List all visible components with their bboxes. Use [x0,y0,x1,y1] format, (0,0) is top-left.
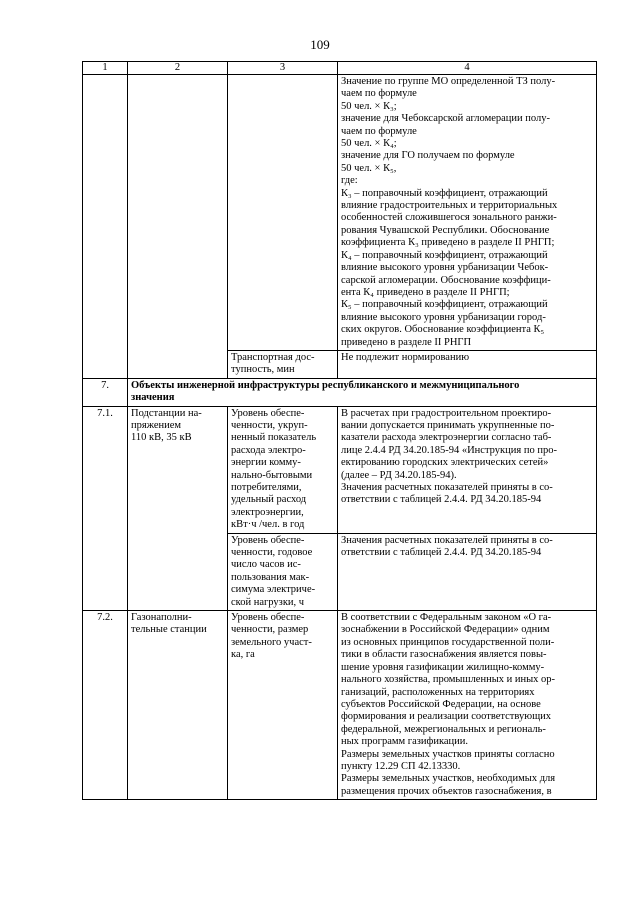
text-line: энергии комму- [231,457,301,469]
text-line: ента К₄ приведено в разделе II РНГП; [341,286,510,298]
text-line: тупность, мин [231,364,295,376]
text-line: нального хозяйства, промышленных и иных ор- [341,674,556,686]
column-header-2: 2 [128,62,228,75]
cell-indicator [228,533,338,610]
text-line: Транспортная дос- [231,351,315,363]
text-line: тики в области газоснабжения является повы- [341,649,547,661]
column-header-3: 3 [228,62,338,75]
cell-object-name [128,406,228,611]
cell-item-number: 7.1. [83,406,128,611]
table-row-section-7 [83,378,597,406]
text-line: ской нагрузки, ч [231,596,305,608]
text-line: Значение по группе МО определенной ТЗ полу- [341,76,556,87]
text-line: особенностей сложившегося зонального ранжи- [341,212,557,224]
cell-transport-value: Не подлежит нормированию [338,350,597,378]
text-line: Газонаполни- [131,612,192,624]
cell-transport-indicator [228,350,338,378]
text-line: тельные станции [131,624,207,636]
table-row-7-2 [83,611,597,800]
text-line: ных программ газификации. [341,736,469,748]
text-line: число часов ис- [231,559,301,571]
page-number: 109 [310,37,330,52]
cell-number-empty [83,75,128,379]
text-line: приведено в разделе II РНГП [341,336,472,348]
text-line: ка, га [231,649,255,661]
text-line: ченности, годовое [231,547,313,559]
text-line: электроэнергии, [231,506,304,518]
text-line: 50 чел. × К₅, [341,162,397,174]
text-line: коэффициента К₃ приведено в разделе II РНГП; [341,237,555,249]
text-line: ненный показатель [231,432,317,444]
cell-justification [338,533,597,610]
text-line: земельного участ- [231,636,312,648]
text-line: влияние градостроительных и территориальных [341,200,558,212]
table-row-7-1-consumption [83,406,597,533]
section-title-line: Объекты инженерной инфраструктуры республиканского и межмуниципального [131,379,520,391]
cell-object-name [128,611,228,800]
text-line: Уровень обеспе- [231,534,305,546]
text-line: значение для Чебоксарской агломерации полу- [341,113,550,125]
text-line: формирования и реализации соответствующих [341,711,552,723]
text-line: Значения расчетных показателей приняты в со- [341,482,553,493]
text-line: ченности, размер [231,624,309,636]
text-line: 50 чел. × К₃; [341,100,397,112]
text-line: рования Чувашской Республики. Обоснование [341,224,550,236]
text-line: К₅ – поправочный коэффициент, отражающий [341,299,548,311]
text-line: влияние высокого уровня урбанизации Чебок- [341,262,549,274]
cell-section-title [128,378,597,406]
text-line: Уровень обеспе- [231,612,305,624]
text-line: пользования мак- [231,571,310,583]
cell-indicator [228,611,338,800]
table-row-continuation [83,75,597,351]
text-line: Подстанции на- [131,407,202,419]
cell-indicator-empty [228,75,338,351]
text-line: (далее – РД 34.20.185-94). [341,469,457,481]
text-line: 110 кВ, 35 кВ [131,432,192,444]
column-header-1: 1 [83,62,128,75]
text-line: вании допускается принимать укрупненные по- [341,419,555,431]
text-line: К₄ – поправочный коэффициент, отражающий [341,249,548,261]
column-header-4: 4 [338,62,597,75]
text-line: расхода электро- [231,444,306,456]
text-line: симума электриче- [231,584,316,596]
text-line: пряжением [131,419,182,431]
cell-indicator [228,406,338,533]
text-line: ответствии с таблицей 2.4.4. РД 34.20.185-94 [341,494,542,506]
text-line: где: [341,175,358,187]
text-line: пункту 12.29 СП 42.13330. [341,760,461,772]
table-header-row [83,62,597,75]
text-line: сарской агломерации. Обоснование коэффици- [341,274,551,286]
text-line: ганизаций, расположенных на территориях [341,686,535,698]
text-line: зоснабжении в Российской Федерации» одним [341,624,550,636]
text-line: Размеры земельных участков приняты согласно [341,748,555,760]
cell-object-empty [128,75,228,379]
text-line: Значения расчетных показателей приняты в со- [341,534,553,546]
text-line: Уровень обеспе- [231,407,305,419]
text-line: кВт·ч /чел. в год [231,519,305,531]
text-line: ектированию городских электрических сетей» [341,457,549,469]
text-line: потребителями, [231,482,302,493]
text-line: шение уровня газификации жилищно-комму- [341,661,545,673]
cell-item-number: 7.2. [83,611,128,800]
text-line: удельный расход [231,494,307,506]
text-line: ских округов. Обоснование коэффициента К₅ [341,324,545,336]
text-line: размещения прочих объектов газоснабжения, в [341,785,552,797]
text-line: субъектов Российской Федерации, на основе [341,698,541,710]
section-title-line: значения [131,392,175,404]
text-line: из основных принципов государственной поли- [341,636,555,648]
text-line: нально-бытовыми [231,469,313,481]
cell-formula-description [338,75,597,351]
text-line: К₃ – поправочный коэффициент, отражающий [341,187,548,199]
text-line: казатели расхода электроэнергии согласно таб- [341,432,552,444]
text-line: ответствии с таблицей 2.4.4. РД 34.20.185-94 [341,547,542,559]
text-line: федеральной, межрегиональных и региональ- [341,723,546,735]
text-line: значение для ГО получаем по формуле [341,150,515,162]
text-line: 50 чел. × К₄; [341,138,397,150]
norms-table [82,61,597,800]
text-line: влияние высокого уровня урбанизации город- [341,311,546,323]
cell-section-number: 7. [83,378,128,406]
cell-justification [338,406,597,533]
text-line: чаем по формуле [341,125,417,137]
text-line: В соответствии с Федеральным законом «О га- [341,612,552,624]
text-line: ченности, укруп- [231,419,308,431]
text-line: лице 2.4.4 РД 34.20.185-94 «Инструкция по про- [341,444,557,456]
text-line: чаем по формуле [341,88,417,100]
text-line: Размеры земельных участков, необходимых для [341,773,556,785]
text-line: В расчетах при градостроительном проектиро- [341,407,552,419]
cell-justification [338,611,597,800]
